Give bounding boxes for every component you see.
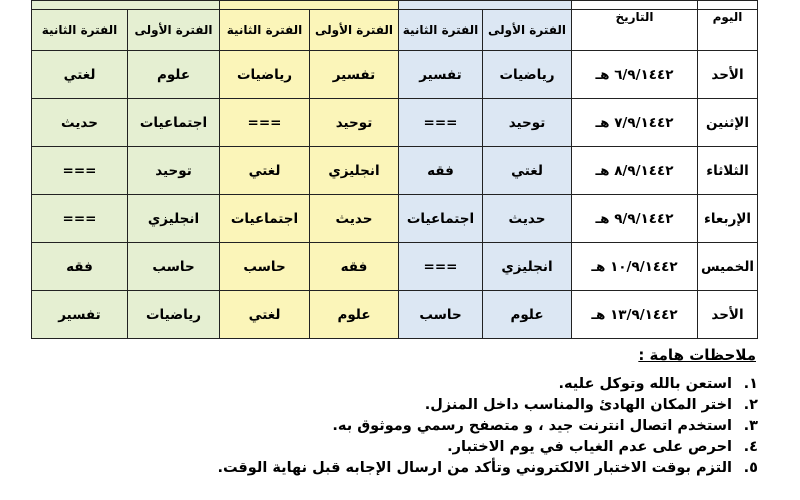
subject-cell: علوم — [310, 291, 399, 339]
subject-cell: فقه — [310, 243, 399, 291]
table-row — [32, 195, 758, 243]
date-cell: ٨/٩/١٤٤٢ هـ — [572, 147, 698, 195]
subject-cell: اجتماعيات — [128, 99, 220, 147]
subject-cell: حديث — [483, 195, 572, 243]
subject-cell: اجتماعيات — [220, 195, 310, 243]
note-number: ٢. — [743, 397, 758, 413]
subject-cell: انجليزي — [310, 147, 399, 195]
note-text: احرص على عدم الغياب في يوم الاختبار. — [447, 439, 732, 455]
exam-schedule — [32, 0, 758, 339]
day-cell: الإربعاء — [698, 195, 758, 243]
subject-cell: علوم — [483, 291, 572, 339]
notes-title: ملاحظات هامة : — [638, 346, 756, 364]
note-text: استعن بالله وتوكل عليه. — [558, 376, 732, 392]
subject-cell: رياضيات — [220, 51, 310, 99]
subject-cell: === — [32, 195, 128, 243]
subject-cell: === — [32, 147, 128, 195]
date-cell: ١٣/٩/١٤٤٢ هـ — [572, 291, 698, 339]
note-text: استخدم اتصال انترنت جيد ، و متصفح رسمي وموثوق به. — [332, 418, 732, 434]
subject-cell: توحيد — [310, 99, 399, 147]
subject-cell: حديث — [32, 99, 128, 147]
subject-cell: رياضيات — [128, 291, 220, 339]
subject-cell: === — [220, 99, 310, 147]
note-number: ١. — [743, 376, 758, 392]
note-text: التزم بوقت الاختبار الالكتروني وتأكد من ارسال الإجابه قبل نهاية الوقت. — [217, 460, 732, 476]
subject-cell: لغتي — [220, 147, 310, 195]
table-body — [32, 51, 758, 339]
subject-cell: توحيد — [128, 147, 220, 195]
notes-list — [58, 374, 758, 479]
subject-cell: لغتي — [483, 147, 572, 195]
subject-cell: تفسير — [310, 51, 399, 99]
table-top-strip — [32, 1, 758, 10]
date-cell: ٩/٩/١٤٤٢ هـ — [572, 195, 698, 243]
subject-cell: تفسير — [32, 291, 128, 339]
date-cell: ٧/٩/١٤٤٢ هـ — [572, 99, 698, 147]
subject-cell: علوم — [128, 51, 220, 99]
note-number: ٣. — [743, 418, 758, 434]
subject-cell: فقه — [32, 243, 128, 291]
subject-cell: حاسب — [399, 291, 483, 339]
subject-cell: === — [399, 243, 483, 291]
subject-cell: فقه — [399, 147, 483, 195]
header-group3-second: الفترة الثانية — [32, 10, 128, 51]
subject-cell: حديث — [310, 195, 399, 243]
note-item — [58, 374, 758, 395]
table-row — [32, 147, 758, 195]
header-date: التاريخ — [572, 10, 698, 51]
subject-cell: حاسب — [128, 243, 220, 291]
header-day: اليوم — [698, 10, 758, 51]
note-text: اختر المكان الهادئ والمناسب داخل المنزل. — [424, 397, 732, 413]
important-notes — [58, 346, 758, 479]
subject-cell: حاسب — [220, 243, 310, 291]
header-group2-first: الفترة الأولى — [310, 10, 399, 51]
subject-cell: لغتي — [220, 291, 310, 339]
table-header-row — [32, 10, 758, 51]
header-group3-first: الفترة الأولى — [128, 10, 220, 51]
subject-cell: تفسير — [399, 51, 483, 99]
day-cell: الأحد — [698, 291, 758, 339]
header-group1-second: الفترة الثانية — [399, 10, 483, 51]
note-number: ٤. — [743, 439, 758, 455]
day-cell: الثلاثاء — [698, 147, 758, 195]
subject-cell: توحيد — [483, 99, 572, 147]
schedule-table — [31, 0, 758, 339]
table-row — [32, 51, 758, 99]
table-row — [32, 291, 758, 339]
table-row — [32, 99, 758, 147]
date-cell: ٦/٩/١٤٤٢ هـ — [572, 51, 698, 99]
header-group2-second: الفترة الثانية — [220, 10, 310, 51]
header-group1-first: الفترة الأولى — [483, 10, 572, 51]
table-row — [32, 243, 758, 291]
note-item — [58, 458, 758, 479]
subject-cell: انجليزي — [128, 195, 220, 243]
subject-cell: رياضيات — [483, 51, 572, 99]
note-item — [58, 437, 758, 458]
day-cell: الأحد — [698, 51, 758, 99]
date-cell: ١٠/٩/١٤٤٢ هـ — [572, 243, 698, 291]
subject-cell: انجليزي — [483, 243, 572, 291]
note-number: ٥. — [743, 460, 758, 476]
note-item — [58, 395, 758, 416]
subject-cell: لغتي — [32, 51, 128, 99]
subject-cell: اجتماعيات — [399, 195, 483, 243]
day-cell: الخميس — [698, 243, 758, 291]
note-item — [58, 416, 758, 437]
day-cell: الإثنين — [698, 99, 758, 147]
subject-cell: === — [399, 99, 483, 147]
